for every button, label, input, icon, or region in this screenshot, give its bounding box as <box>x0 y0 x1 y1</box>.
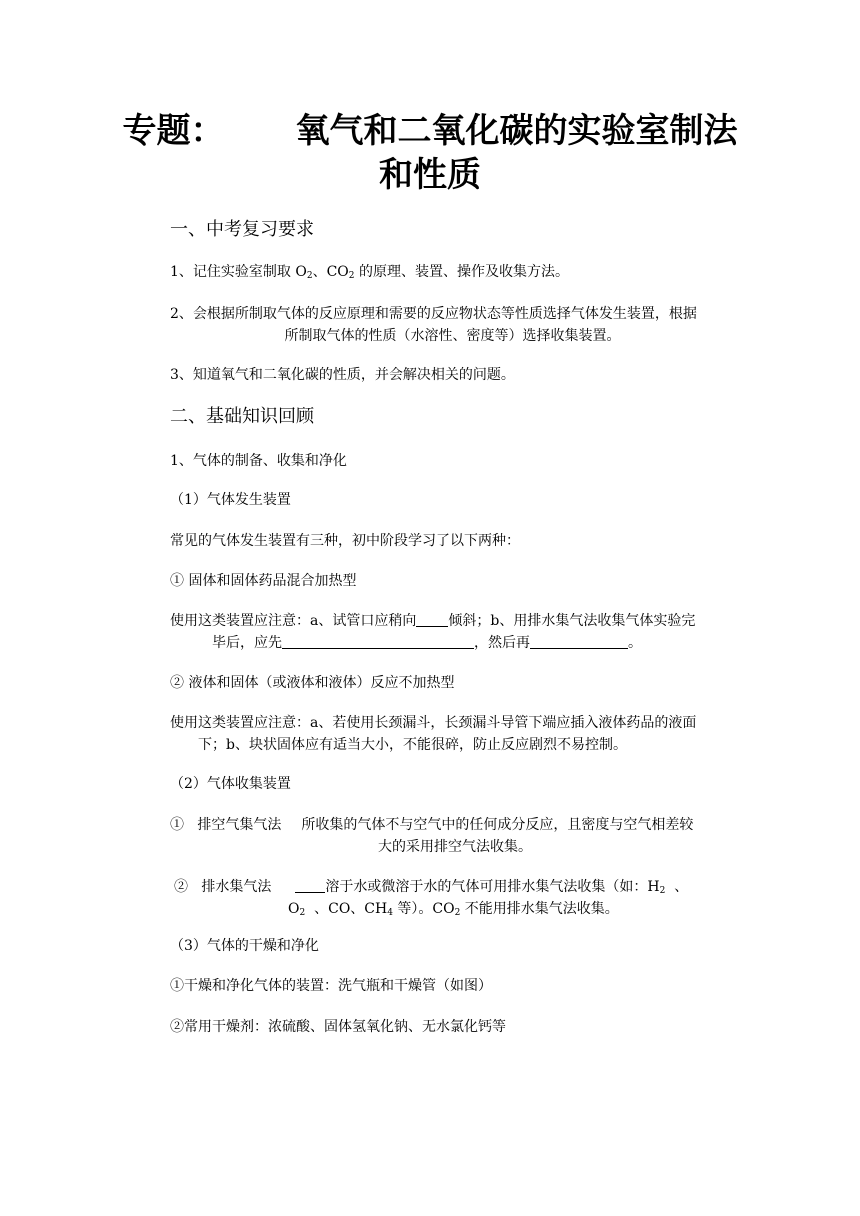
drying-apparatus: ①干燥和净化气体的装置：洗气瓶和干燥管（如图） <box>170 978 492 994</box>
fill-blank-2[interactable] <box>282 634 474 649</box>
generator-note-1: 使用这类装置应注意：a、试管口应稍向 倾斜；b、用排水集气法收集气体实验完 毕后，应先 ，然后再 。 <box>170 613 696 651</box>
generator-type-1: ① 固体和固体药品混合加热型 <box>170 573 357 589</box>
subsection-generator: （1）气体发生装置 <box>170 492 291 508</box>
requirement-item-1: 1、记住实验室制取 $O_2$、$CO_2$ 的原理、装置、操作及收集方法。 <box>170 264 569 281</box>
requirement-item-2: 2、会根据所制取气体的反应原理和需要的反应物状态等性质选择气体发生装置，根据 所制取气体的性质（水溶性、密度等）选择收集装置。 <box>170 306 697 344</box>
section-heading-requirements: 一、中考复习要求 <box>170 219 314 240</box>
collection-method-water: ② 排水集气法 溶于水或微溶于水的气体可用排水集气法收集（如：$H_2$ 、 $O_2$ 、CO、$CH_4$ 等）。$CO_2$ 不能用排水集气法收集。 <box>174 879 689 918</box>
fill-blank-4[interactable] <box>295 878 325 893</box>
generator-type-2: ② 液体和固体（或液体和液体）反应不加热型 <box>170 675 455 691</box>
fill-blank-1[interactable] <box>416 612 448 627</box>
requirement-item-3: 3、知道氧气和二氧化碳的性质，并会解决相关的问题。 <box>170 367 515 383</box>
page-title-line2: 和性质 <box>379 155 481 195</box>
subsection-drying: （3）气体的干燥和净化 <box>170 938 319 954</box>
section-heading-basics: 二、基础知识回顾 <box>170 406 314 427</box>
generator-intro: 常见的气体发生装置有三种，初中阶段学习了以下两种： <box>170 533 520 549</box>
drying-agents: ②常用干燥剂：浓硫酸、固体氢氧化钠、无水氯化钙等 <box>170 1019 506 1035</box>
subsection-collection: （2）气体收集装置 <box>170 776 291 792</box>
fill-blank-3[interactable] <box>530 634 628 649</box>
generator-note-2: 使用这类装置应注意：a、若使用长颈漏斗，长颈漏斗导管下端应插入液体药品的液面 下；b、块状固体应有适当大小，不能很碎，防止反应剧烈不易控制。 <box>170 715 697 753</box>
collection-method-air: ① 排空气集气法 所收集的气体不与空气中的任何成分反应，且密度与空气相差较 大的采用排空气法收集。 <box>170 817 694 855</box>
page-title-line1: 专题： 氧气和二氧化碳的实验室制法 <box>122 111 738 151</box>
subsection-gas-preparation: 1、气体的制备、收集和净化 <box>170 453 347 469</box>
